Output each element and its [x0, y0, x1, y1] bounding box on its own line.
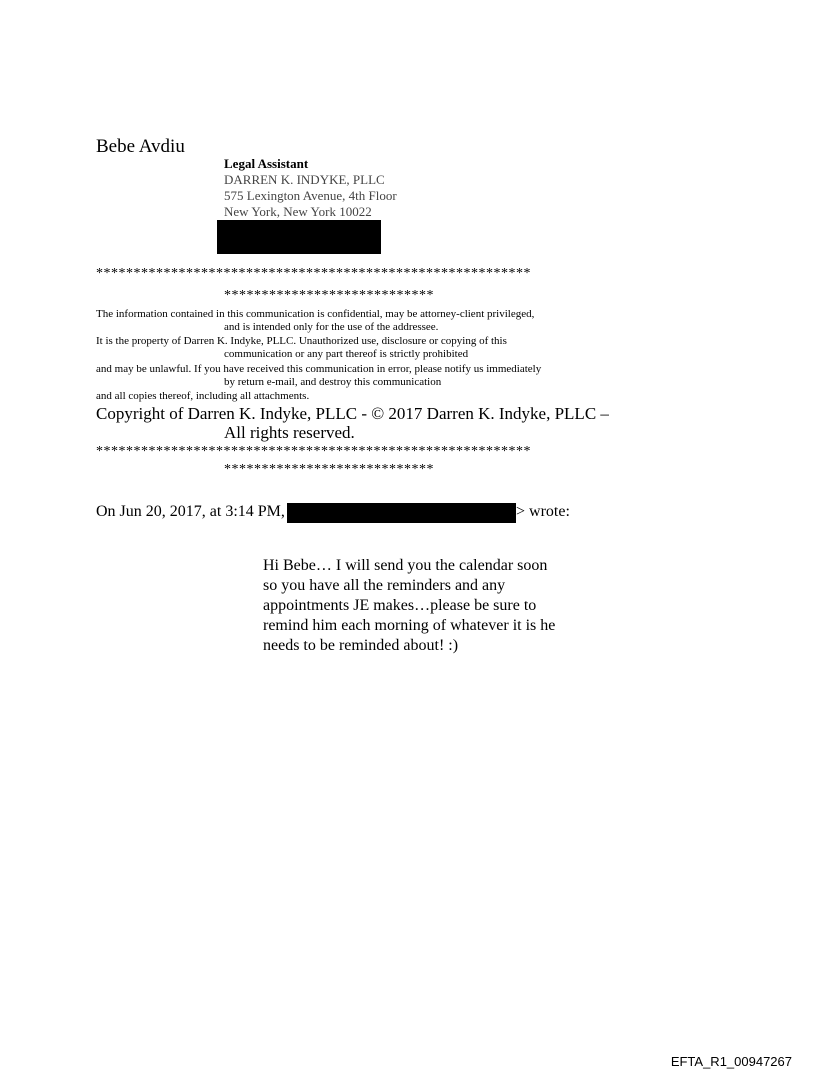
signature-address-line2: New York, New York 10022 [224, 204, 372, 219]
separator-stars-short: **************************** [224, 462, 434, 477]
copyright-line: All rights reserved. [224, 423, 355, 442]
sender-name: Bebe Avdiu [96, 136, 185, 157]
message-line: remind him each morning of whatever it is he [263, 617, 556, 634]
copyright-line: Copyright of Darren K. Indyke, PLLC - © 2017 Darren K. Indyke, PLLC – [96, 404, 609, 423]
message-line: Hi Bebe… I will send you the calendar soon [263, 557, 548, 574]
document-id: EFTA_R1_00947267 [670, 1054, 792, 1069]
message-line: appointments JE makes…please be sure to [263, 597, 537, 614]
signature-address-line1: 575 Lexington Avenue, 4th Floor [224, 188, 397, 203]
redaction-box-sender-email [287, 503, 516, 523]
disclaimer-line: and all copies thereof, including all attachments. [96, 390, 310, 402]
message-line: needs to be reminded about! :) [263, 637, 459, 654]
disclaimer-line: and may be unlawful. If you have received this communication in error, please notify us immediately [96, 363, 542, 375]
separator-stars-short: **************************** [224, 288, 434, 303]
disclaimer-line: communication or any part thereof is strictly prohibited [224, 348, 469, 360]
disclaimer-line: It is the property of Darren K. Indyke, PLLC. Unauthorized use, disclosure or copying of this [96, 335, 507, 347]
separator-stars-long: ********************************************************** [96, 266, 531, 281]
redaction-box-signature [217, 220, 381, 254]
signature-block [224, 156, 397, 220]
reply-header-prefix: On Jun 20, 2017, at 3:14 PM, [96, 503, 285, 520]
message-line: so you have all the reminders and any [263, 577, 506, 594]
quoted-message [263, 556, 563, 656]
disclaimer-line: and is intended only for the use of the addressee. [224, 321, 439, 333]
signature-title: Legal Assistant [224, 156, 309, 171]
separator-stars-long: ********************************************************** [96, 444, 531, 459]
disclaimer-line: The information contained in this communication is confidential, may be attorney-client privileged, [96, 308, 535, 320]
signature-firm: DARREN K. INDYKE, PLLC [224, 172, 385, 187]
disclaimer-line: by return e-mail, and destroy this communication [224, 376, 442, 388]
reply-header-suffix: > wrote: [516, 503, 570, 520]
